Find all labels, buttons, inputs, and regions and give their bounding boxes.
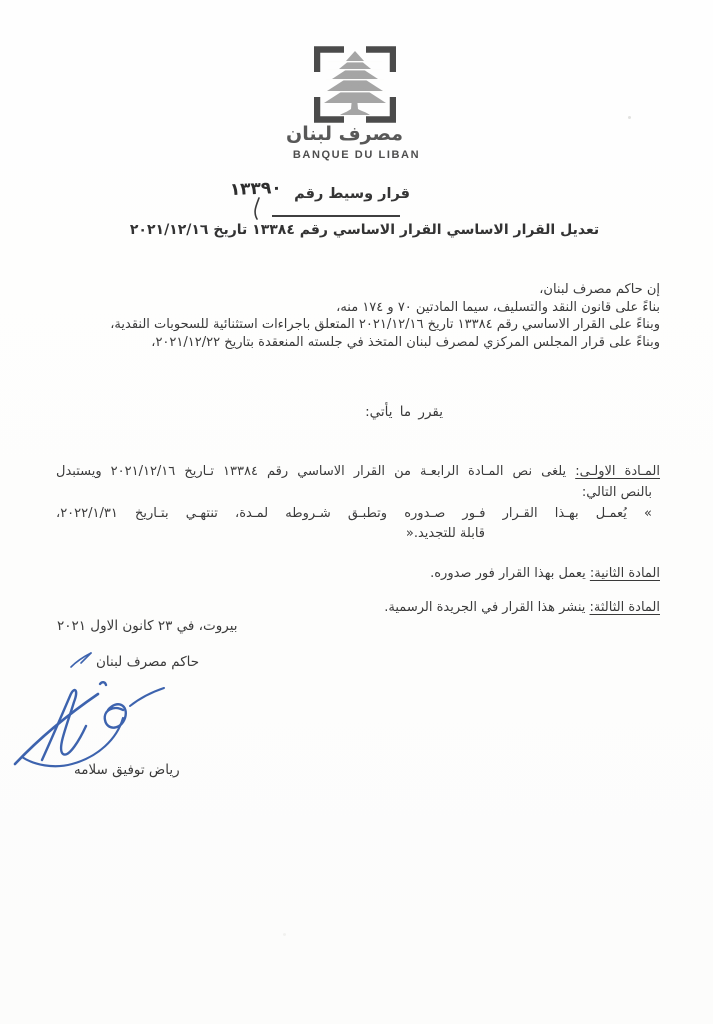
article-three (384, 600, 660, 615)
place-and-date: بيروت، في ٢٣ كانون الاول ٢٠٢١ (57, 618, 238, 634)
article-two-body: يعمل بهذا القرار فور صدوره. (430, 566, 586, 581)
decides-line: يقرر ما يأتي: (365, 404, 443, 420)
article-one-quote-line (56, 504, 652, 525)
bank-latin-name: BANQUE DU LIBAN (292, 149, 421, 161)
signer-title: حاكم مصرف لبنان (96, 654, 200, 670)
signature-scribble (12, 676, 172, 771)
decision-type-label: قرار وسيط رقم (294, 186, 410, 202)
article-one-line2: بالنص التالي: (581, 484, 652, 500)
decision-number-handwritten: ١٣٣٩٠ (229, 177, 283, 201)
decision-subject-title: تعديل القرار الاساسي القرار الاساسي رقم ١٣٣٨٤ تاريخ ٢٠٢١/١٢/١٦ (129, 222, 600, 238)
signer-name: رياض توفيق سلامه (74, 762, 180, 778)
scan-speck (628, 116, 631, 119)
preamble-line: إن حاكم مصرف لبنان، (539, 282, 660, 297)
preamble (48, 281, 660, 351)
quote-open-guillemet: « (644, 505, 652, 521)
article-three-title: المادة الثالثة: (589, 600, 660, 615)
article-one-title: المـادة الاولـى: (575, 464, 660, 479)
article-one-line1 (56, 462, 660, 483)
article-one-quote-text: يُعمـل بهـذا القـرار فـور صـدوره وتطبـق شـروطه لمـدة، تنتهـي بتـاريخ ٢٠٢٢/١/٣١، (56, 505, 627, 521)
article-two-title: المادة الثانية: (589, 566, 660, 581)
preamble-line: وبناءً على قرار المجلس المركزي لمصرف لبنان المتخذ في جلسته المنعقدة بتاريخ ٢٠٢١/١٢/٢٢، (151, 334, 660, 350)
title-underline-rule (272, 215, 400, 217)
cedar-logo (314, 46, 396, 123)
pen-mark-icon (68, 650, 94, 670)
bank-arabic-name: مصرف لبنان (286, 123, 403, 145)
quote-close-guillemet: » (405, 526, 414, 542)
article-two (430, 566, 660, 581)
cedar-tree-icon (324, 51, 386, 115)
article-one-quote-end (56, 524, 660, 545)
article-one-quote-end-text: قابلة للتجديد. (413, 526, 485, 542)
article-one (56, 462, 660, 545)
article-one-line1-text: يلغى نص المـادة الرابعـة من القرار الاساسي رقم ١٣٣٨٤ تـاريخ ٢٠٢١/١٢/١٦ ويستبدل (56, 464, 567, 479)
pen-flourish-icon (250, 196, 262, 222)
article-three-body: ينشر هذا القرار في الجريدة الرسمية. (384, 600, 586, 615)
scan-speck (283, 933, 286, 936)
preamble-line: وبناءً على القرار الاساسي رقم ١٣٣٨٤ تاريخ ٢٠٢١/١٢/١٦ المتعلق باجراءات استثنائية للسحوبات النقدية، (110, 317, 660, 333)
preamble-line: بناءً على قانون النقد والتسليف، سيما المادتين ٧٠ و ١٧٤ منه، (336, 299, 660, 315)
